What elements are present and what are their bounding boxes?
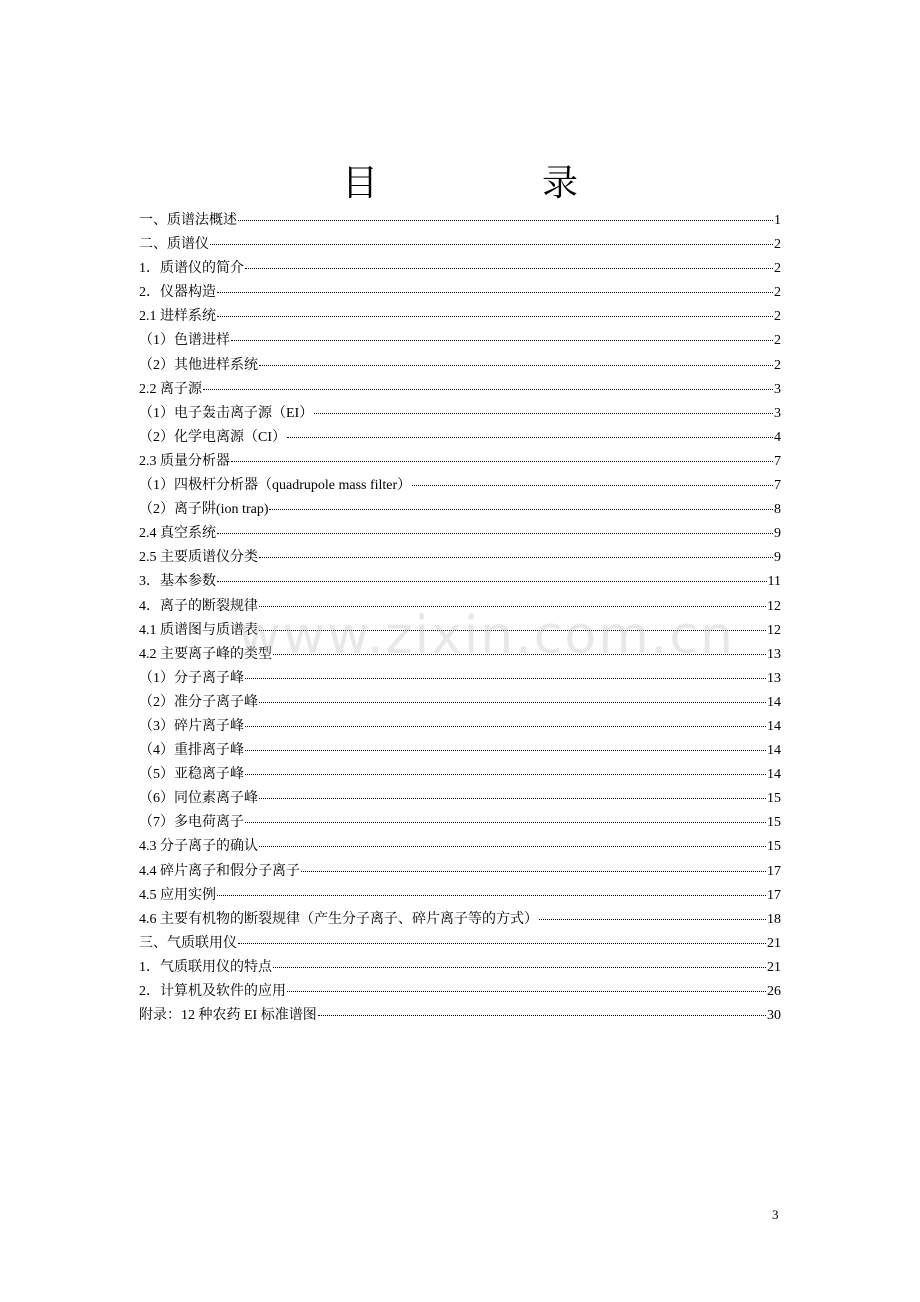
toc-entry-page-number: 2 xyxy=(774,285,781,301)
toc-dot-leader xyxy=(217,316,773,317)
toc-entry-page-number: 21 xyxy=(767,935,781,951)
toc-entry-title: 2.2 离子源 xyxy=(139,381,202,397)
toc-entry-title: （2）准分子离子峰 xyxy=(139,694,258,710)
toc-entry-page-number: 17 xyxy=(767,863,781,879)
toc-dot-leader xyxy=(259,557,773,558)
toc-entry[interactable] xyxy=(139,570,781,594)
page-number: 3 xyxy=(772,1207,779,1222)
toc-entry[interactable] xyxy=(139,1004,781,1028)
toc-entry[interactable] xyxy=(139,835,781,859)
toc-entry-page-number: 15 xyxy=(767,839,781,855)
toc-entry[interactable] xyxy=(139,546,781,570)
toc-entry-page-number: 3 xyxy=(774,381,781,397)
toc-entry[interactable] xyxy=(139,402,781,426)
toc-entry[interactable] xyxy=(139,305,781,329)
toc-entry[interactable] xyxy=(139,450,781,474)
toc-entry-title: 4.1 质谱图与质谱表 xyxy=(139,622,258,638)
toc-entry-page-number: 26 xyxy=(767,984,781,999)
toc-entry-title: 2.1 进样系统 xyxy=(139,309,216,325)
toc-dot-leader xyxy=(238,943,766,944)
toc-dot-leader xyxy=(238,220,773,221)
toc-dot-leader xyxy=(301,871,766,872)
toc-entry-page-number: 2 xyxy=(774,357,781,373)
toc-entry[interactable] xyxy=(139,980,781,1004)
toc-entry-title: 2.5 主要质谱仪分类 xyxy=(139,550,258,566)
toc-entry-title: （2）其他进样系统 xyxy=(139,357,258,373)
toc-dot-leader xyxy=(245,726,766,727)
toc-entry-page-number: 2 xyxy=(774,237,781,253)
toc-entry-page-number: 14 xyxy=(767,718,781,734)
toc-entry-title: 三、气质联用仪 xyxy=(139,935,237,951)
toc-entry[interactable] xyxy=(139,691,781,715)
toc-entry[interactable] xyxy=(139,908,781,932)
toc-dot-leader xyxy=(318,1015,766,1016)
toc-entry-page-number: 13 xyxy=(767,646,781,662)
toc-entry-title: （2）化学电离源（CI） xyxy=(139,429,286,445)
toc-entry-title: 4.3 分子离子的确认 xyxy=(139,839,258,855)
toc-entry-page-number: 14 xyxy=(767,743,781,759)
toc-entry[interactable] xyxy=(139,498,781,522)
toc-entry[interactable] xyxy=(139,739,781,763)
watermark: www.zixin.com.cn xyxy=(238,606,735,666)
toc-entry-title: 4.2 主要离子峰的类型 xyxy=(139,646,272,662)
toc-entry-page-number: 15 xyxy=(767,791,781,807)
toc-entry-title: （2）离子阱(ion trap) xyxy=(139,502,269,518)
toc-entry[interactable] xyxy=(139,932,781,956)
toc-dot-leader xyxy=(231,340,773,341)
toc-entry-page-number: 12 xyxy=(767,622,781,638)
toc-dot-leader xyxy=(245,822,766,823)
toc-entry-title: （1）四极杆分析器（quadrupole mass filter） xyxy=(139,478,412,494)
toc-entry[interactable] xyxy=(139,860,781,884)
toc-entry-title: 1．质谱仪的简介 xyxy=(139,261,244,277)
toc-dot-leader xyxy=(217,533,773,534)
toc-entry[interactable] xyxy=(139,233,781,257)
toc-dot-leader xyxy=(273,967,766,968)
toc-entry-title: 一、质谱法概述 xyxy=(139,213,237,228)
toc-entry-page-number: 3 xyxy=(774,405,781,421)
toc-dot-leader xyxy=(217,895,766,896)
toc-entry[interactable] xyxy=(139,474,781,498)
toc-entry-page-number: 21 xyxy=(767,959,781,975)
toc-entry[interactable] xyxy=(139,378,781,402)
toc-entry-title: （3）碎片离子峰 xyxy=(139,718,244,734)
toc-entry[interactable] xyxy=(139,426,781,450)
toc-entry-title: （7）多电荷离子 xyxy=(139,815,244,831)
toc-entry[interactable] xyxy=(139,281,781,305)
toc-entry-page-number: 12 xyxy=(767,598,781,614)
toc-dot-leader xyxy=(245,268,773,269)
toc-entry-page-number: 2 xyxy=(774,333,781,349)
toc-entry[interactable] xyxy=(139,956,781,980)
toc-dot-leader xyxy=(287,991,766,992)
toc-entry-title: （4）重排离子峰 xyxy=(139,743,244,759)
toc-entry[interactable] xyxy=(139,209,781,233)
toc-dot-leader xyxy=(245,750,766,751)
toc-dot-leader xyxy=(259,365,773,366)
toc-entry-title: 2.4 真空系统 xyxy=(139,526,216,542)
toc-entry-page-number: 17 xyxy=(767,887,781,903)
toc-entry-title: （1）电子轰击离子源（EI） xyxy=(139,405,314,421)
toc-dot-leader xyxy=(245,678,766,679)
toc-dot-leader xyxy=(539,919,766,920)
toc-entry-title: 4．离子的断裂规律 xyxy=(139,598,258,614)
toc-entry[interactable] xyxy=(139,257,781,281)
toc-entry[interactable] xyxy=(139,715,781,739)
toc-entry[interactable] xyxy=(139,811,781,835)
toc-entry-page-number: 30 xyxy=(767,1008,781,1024)
toc-entry[interactable] xyxy=(139,354,781,378)
toc-entry[interactable] xyxy=(139,763,781,787)
toc-entry-page-number: 7 xyxy=(774,453,781,469)
toc-dot-leader xyxy=(269,509,773,510)
toc-entry-page-number: 14 xyxy=(767,767,781,783)
toc-entry[interactable] xyxy=(139,884,781,908)
toc-entry-title: 2.3 质量分析器 xyxy=(139,453,230,469)
toc-entry-page-number: 18 xyxy=(767,911,781,927)
toc-entry-page-number: 11 xyxy=(767,574,781,590)
toc-entry-title: 4.5 应用实例 xyxy=(139,887,216,903)
toc-dot-leader xyxy=(245,774,766,775)
toc-entry-title: （1）分子离子峰 xyxy=(139,670,244,686)
toc-dot-leader xyxy=(314,413,773,414)
toc-entry-title: 二、质谱仪 xyxy=(139,237,209,253)
toc-entry-title: 1．气质联用仪的特点 xyxy=(139,959,272,975)
toc-dot-leader xyxy=(259,798,766,799)
toc-entry-title: （5）亚稳离子峰 xyxy=(139,767,244,783)
toc-entry-title: （1）色谱进样 xyxy=(139,333,230,349)
toc-entry-page-number: 2 xyxy=(774,261,781,277)
toc-entry-page-number: 8 xyxy=(774,502,781,518)
toc-dot-leader xyxy=(412,485,773,486)
toc-entry-page-number: 2 xyxy=(774,309,781,325)
toc-entry-page-number: 15 xyxy=(767,815,781,831)
toc-entry[interactable] xyxy=(139,329,781,353)
toc-entry-page-number: 14 xyxy=(767,694,781,710)
toc-dot-leader xyxy=(217,292,773,293)
toc-dot-leader xyxy=(259,702,766,703)
toc-entry[interactable] xyxy=(139,787,781,811)
page-title: 目 录 xyxy=(341,163,642,204)
toc-entry-title: 3．基本参数 xyxy=(139,574,216,590)
toc-entry-title: 附录：12 种农药 EI 标准谱图 xyxy=(139,1008,317,1024)
toc-dot-leader xyxy=(259,846,766,847)
toc-entry[interactable] xyxy=(139,667,781,691)
toc-entry-page-number: 9 xyxy=(774,550,781,566)
toc-entry-title: （6）同位素离子峰 xyxy=(139,791,258,807)
toc-entry-page-number: 13 xyxy=(767,670,781,686)
toc-entry-page-number: 4 xyxy=(774,429,781,445)
toc-entry-title: 2．计算机及软件的应用 xyxy=(139,984,286,999)
toc-entry-title: 4.4 碎片离子和假分子离子 xyxy=(139,863,300,879)
toc-entry[interactable] xyxy=(139,522,781,546)
toc-entry-title: 2．仪器构造 xyxy=(139,285,216,301)
toc-entry-page-number: 7 xyxy=(774,478,781,494)
toc-dot-leader xyxy=(231,461,773,462)
toc-entry-title: 4.6 主要有机物的断裂规律（产生分子离子、碎片离子等的方式） xyxy=(139,911,538,927)
toc-dot-leader xyxy=(217,581,767,582)
toc-dot-leader xyxy=(203,389,773,390)
toc-entry-page-number: 1 xyxy=(774,213,781,228)
toc-entry-page-number: 9 xyxy=(774,526,781,542)
toc-dot-leader xyxy=(210,244,773,245)
toc-dot-leader xyxy=(287,437,773,438)
